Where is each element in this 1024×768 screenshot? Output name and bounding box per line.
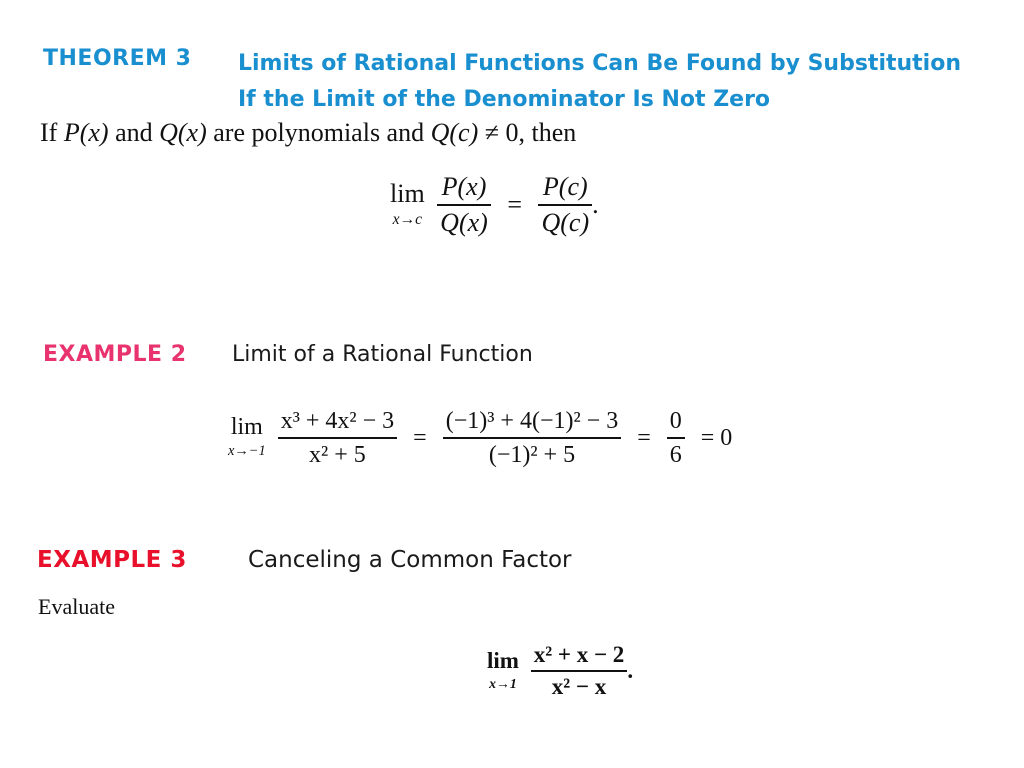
statement-qc: Q(c) [430, 118, 479, 147]
lim-subscript: x→−1 [228, 443, 266, 460]
statement-text-3: and [108, 118, 160, 147]
example-2-label: EXAMPLE 2 [43, 342, 187, 367]
statement-text-1: If [40, 118, 64, 147]
fraction-common-factor [531, 640, 628, 702]
numerator: x³ + 4x² − 3 [280, 408, 395, 434]
fraction-zero-over-six [667, 405, 685, 471]
lim-word: lim [487, 648, 519, 674]
numerator: P(x) [441, 172, 487, 201]
statement-text-7: ≠ 0, then [478, 118, 577, 147]
fraction-substituted [443, 405, 622, 471]
formula-period: . [592, 190, 599, 219]
result: = 0 [700, 424, 733, 451]
limit-operator [487, 649, 519, 693]
equals-sign: = [637, 424, 651, 451]
theorem-formula [390, 170, 599, 240]
evaluate-text: Evaluate [38, 594, 115, 619]
limit-operator [228, 415, 266, 460]
theorem-title [238, 46, 961, 118]
example-3-label: EXAMPLE 3 [37, 547, 187, 573]
statement-qx: Q(x) [159, 118, 207, 147]
denominator: x² + 5 [309, 442, 366, 468]
numerator: P(c) [542, 172, 588, 201]
theorem-title-line-2: If the Limit of the Denominator Is Not Zero [238, 87, 771, 112]
denominator: 6 [669, 442, 682, 468]
lim-subscript: x→c [392, 210, 423, 228]
statement-px: P(x) [63, 118, 109, 147]
lim-subscript: x→1 [489, 676, 517, 692]
lim-word: lim [390, 178, 425, 208]
denominator: (−1)² + 5 [488, 442, 576, 468]
denominator: x² − x [551, 674, 607, 699]
example-2-formula [228, 405, 742, 471]
theorem-title-line-1: Limits of Rational Functions Can Be Found by Substitution [238, 51, 962, 76]
statement-text-5: are polynomials and [206, 118, 431, 147]
fraction-px-over-qx [437, 170, 491, 240]
limit-operator [390, 178, 425, 230]
numerator: 0 [669, 408, 682, 434]
denominator: Q(c) [541, 208, 590, 237]
numerator: x² + x − 2 [533, 642, 625, 667]
example-2-title: Limit of a Rational Function [232, 342, 533, 367]
example-3-formula [487, 640, 633, 702]
theorem-label: THEOREM 3 [43, 46, 192, 71]
equals-sign: = [413, 424, 427, 451]
lim-word: lim [230, 414, 263, 441]
equals-sign: = [507, 190, 522, 219]
formula-period: . [627, 658, 634, 683]
theorem-statement [40, 118, 576, 148]
fraction-rational-function [278, 405, 397, 471]
numerator: (−1)³ + 4(−1)² − 3 [445, 408, 619, 434]
example-3-title: Canceling a Common Factor [248, 547, 572, 573]
fraction-pc-over-qc [538, 170, 592, 240]
denominator: Q(x) [440, 208, 488, 237]
